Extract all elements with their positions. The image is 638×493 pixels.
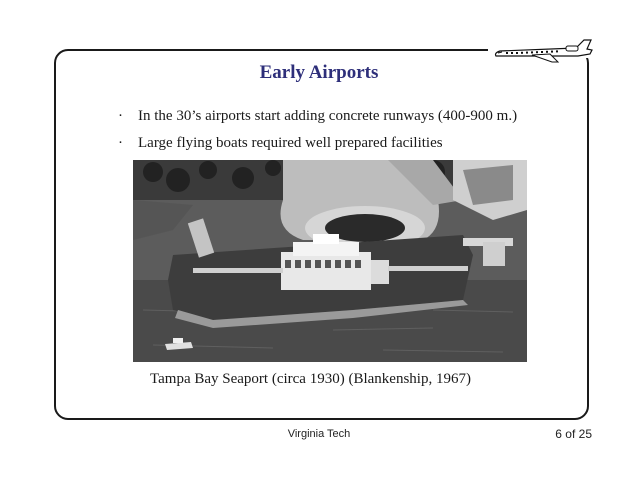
slide-title: Early Airports (259, 62, 379, 83)
bullet-text: Large flying boats required well prepared facilities (138, 135, 443, 151)
page-number: 6 of 25 (555, 427, 592, 441)
bullet-marker: · (118, 108, 123, 124)
bullet-item (118, 106, 517, 133)
footer-institution: Virginia Tech (287, 428, 351, 440)
bullet-text: In the 30’s airports start adding concrete runways (400-900 m.) (138, 108, 518, 124)
seaport-photo (133, 160, 527, 362)
bullet-list (118, 106, 517, 160)
photo-caption: Tampa Bay Seaport (circa 1930) (Blankenship, 1967) (150, 371, 471, 387)
bullet-item (118, 133, 517, 160)
bullet-marker: · (118, 135, 123, 151)
